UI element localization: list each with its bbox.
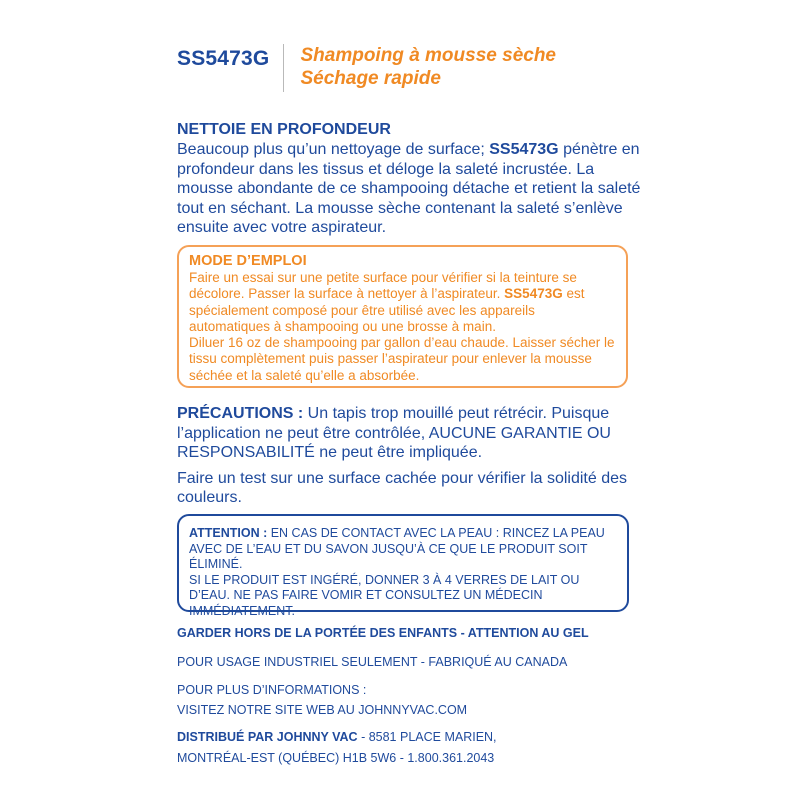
distributor-label: DISTRIBUÉ PAR JOHNNY VAC xyxy=(177,730,358,744)
description-heading: NETTOIE EN PROFONDEUR xyxy=(177,121,391,138)
children-frost-warning: GARDER HORS DE LA PORTÉE DES ENFANTS - ATTENTION AU GEL xyxy=(177,626,589,640)
product-title xyxy=(300,44,556,90)
directions-text-part2: est spécialement composé pour être utilisé avec les appareils automatiques à shampooing ou une brosse à main. xyxy=(189,286,585,334)
industrial-use-notice: POUR USAGE INDUSTRIEL SEULEMENT - FABRIQUÉ AU CANADA xyxy=(177,655,568,669)
directions-title: MODE D’EMPLOI xyxy=(189,253,307,269)
attention-label: ATTENTION : xyxy=(189,526,268,540)
colorfastness-test-text: Faire un test sur une surface cachée pour vérifier la solidité des couleurs. xyxy=(177,469,628,506)
product-code: SS5473G xyxy=(177,47,270,70)
directions-text-part1: Faire un essai sur une petite surface pour vérifier si la teinture se décolore. Passer la surface à nettoyer à l’aspirateur. xyxy=(189,270,577,302)
directions-dilution-text: Diluer 16 oz de shampooing par gallon d’eau chaude. Laisser sécher le tissu complètement puis passer l’aspirateur pour enlever la mousse séchée et la saleté qu’elle a absorbée. xyxy=(189,335,615,383)
attention-text xyxy=(189,526,617,573)
precautions-section xyxy=(177,404,647,508)
website-notice: VISITEZ NOTRE SITE WEB AU JOHNNYVAC.COM xyxy=(177,703,468,717)
description-text-part1: Beaucoup plus qu’un nettoyage de surface; xyxy=(177,141,490,158)
attention-skin-contact: EN CAS DE CONTACT AVEC LA PEAU : RINCEZ LA PEAU AVEC DE L’EAU ET DU SAVON JUSQU’À CE QUE LE PRODUIT SOIT ÉLIMINÉ. xyxy=(189,526,605,571)
description-text xyxy=(177,140,647,238)
description-section xyxy=(177,120,647,238)
attention-box xyxy=(177,514,629,618)
footer-section xyxy=(177,622,647,766)
distributor-line xyxy=(177,730,647,745)
distributor-address: - 8581 PLACE MARIEN, xyxy=(357,730,497,744)
description-product-code: SS5473G xyxy=(489,141,559,158)
more-info-label: POUR PLUS D’INFORMATIONS : xyxy=(177,683,367,697)
directions-box xyxy=(177,245,628,388)
directions-text xyxy=(189,270,616,335)
directions-product-code: SS5473G xyxy=(504,286,563,302)
description-text-part2: pénètre en profondeur dans les tissus et déloge la saleté incrustée. La mousse abondante de ce shampooing détache et retient la saleté tout en séchant. La mousse sèche contenant la saleté s’enlève ensuite avec votre aspirateur. xyxy=(177,141,641,236)
attention-ingestion: SI LE PRODUIT EST INGÉRÉ, DONNER 3 À 4 VERRES DE LAIT OU D’EAU. NE PAS FAIRE VOMIR ET CONSULTEZ UN MÉDECIN IMMÉDIATEMENT. xyxy=(189,572,580,618)
product-title-line1: Shampoing à mousse sèche xyxy=(300,45,556,66)
label-header xyxy=(177,44,556,92)
precautions-body: Un tapis trop mouillé peut rétrécir. Puisque l’application ne peut être contrôlée, AUCUNE GARANTIE OU RESPONSABILITÉ ne peut être impliquée. xyxy=(177,405,611,461)
product-title-line2: Séchage rapide xyxy=(300,68,441,89)
distributor-city-phone: MONTRÉAL-EST (QUÉBEC) H1B 5W6 - 1.800.361.2043 xyxy=(177,751,495,765)
precautions-text xyxy=(177,404,647,463)
precautions-label: PRÉCAUTIONS : xyxy=(177,405,304,422)
header-divider xyxy=(283,44,284,92)
